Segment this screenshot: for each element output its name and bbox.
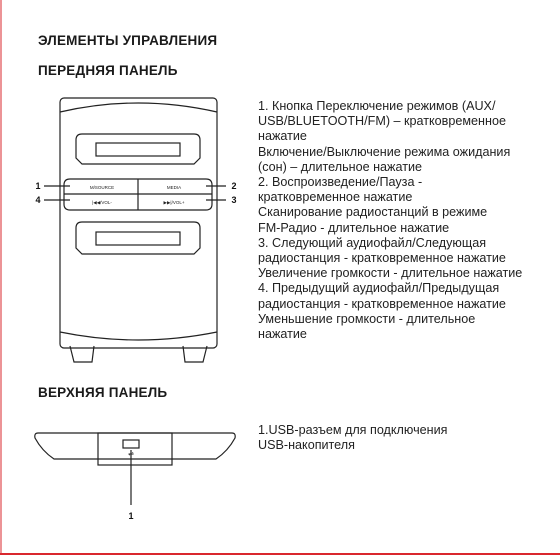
top-panel-diagram bbox=[30, 425, 240, 525]
usb-recess bbox=[98, 433, 172, 465]
front-panel-diagram bbox=[30, 92, 245, 370]
front-panel-description bbox=[258, 99, 522, 342]
callout-1: 1 bbox=[35, 181, 41, 191]
top-panel-heading: ВЕРХНЯЯ ПАНЕЛЬ bbox=[38, 385, 168, 400]
top-callout-1: 1 bbox=[128, 511, 134, 521]
button-label-next[interactable]: ▶▶|/VOL+ bbox=[163, 200, 185, 205]
front-description-line: нажатие bbox=[258, 129, 307, 144]
callout-2: 2 bbox=[231, 181, 237, 191]
front-description-line: кратковременное нажатие bbox=[258, 190, 413, 205]
button-label-prev[interactable]: |◀◀/VOL- bbox=[92, 200, 112, 205]
usb-port bbox=[123, 440, 139, 448]
button-label-source[interactable]: M/SOURCE bbox=[89, 185, 115, 190]
front-description-line: 4. Предыдущий аудиофайл/Предыдущая bbox=[258, 281, 500, 296]
speaker-body bbox=[60, 98, 217, 348]
front-description-line: FM-Радио - длительное нажатие bbox=[258, 220, 450, 235]
upper-grille-slot bbox=[96, 143, 180, 156]
front-description-line: USB/BLUETOOTH/FM) – кратковременное bbox=[258, 114, 506, 129]
front-description-line: 3. Следующий аудиофайл/Следующая bbox=[258, 235, 487, 250]
button-label-media[interactable]: MEDIA bbox=[166, 185, 182, 190]
lower-grille bbox=[76, 222, 200, 254]
top-description-line: 1.USB-разъем для подключения bbox=[258, 423, 448, 437]
front-description-line: 2. Воспроизведение/Пауза - bbox=[258, 175, 423, 190]
callout-3: 3 bbox=[231, 195, 237, 205]
front-description-line: Уменьшение громкости - длительное bbox=[258, 311, 476, 326]
front-description-line: нажатие bbox=[258, 327, 307, 342]
upper-grille bbox=[76, 134, 200, 164]
section-title: ЭЛЕМЕНТЫ УПРАВЛЕНИЯ bbox=[38, 33, 218, 48]
top-panel-description bbox=[258, 423, 447, 453]
top-panel-outline bbox=[35, 433, 235, 459]
front-description-line: Сканирование радиостанций в режиме bbox=[258, 205, 488, 220]
callout-4: 4 bbox=[35, 195, 41, 205]
front-description-line: 1. Кнопка Переключение режимов (AUX/ bbox=[258, 99, 496, 113]
speaker-top-curve bbox=[60, 103, 217, 112]
front-description-line: (сон) – длительное нажатие bbox=[258, 159, 423, 174]
front-description-line: радиостанция - кратковременное нажатие bbox=[258, 296, 506, 311]
front-panel-heading: ПЕРЕДНЯЯ ПАНЕЛЬ bbox=[38, 63, 178, 78]
page-margin-rule bbox=[0, 0, 2, 555]
speaker-bottom-curve bbox=[60, 332, 217, 340]
front-description-line: Включение/Выключение режима ожидания bbox=[258, 144, 511, 159]
front-description-line: Увеличение громкости - длительное нажатие bbox=[258, 266, 523, 281]
front-description-line: радиостанция - кратковременное нажатие bbox=[258, 251, 506, 266]
usb-icon: ⇌ bbox=[128, 451, 134, 458]
lower-grille-slot bbox=[96, 232, 180, 245]
top-description-line: USB-накопителя bbox=[258, 438, 355, 453]
